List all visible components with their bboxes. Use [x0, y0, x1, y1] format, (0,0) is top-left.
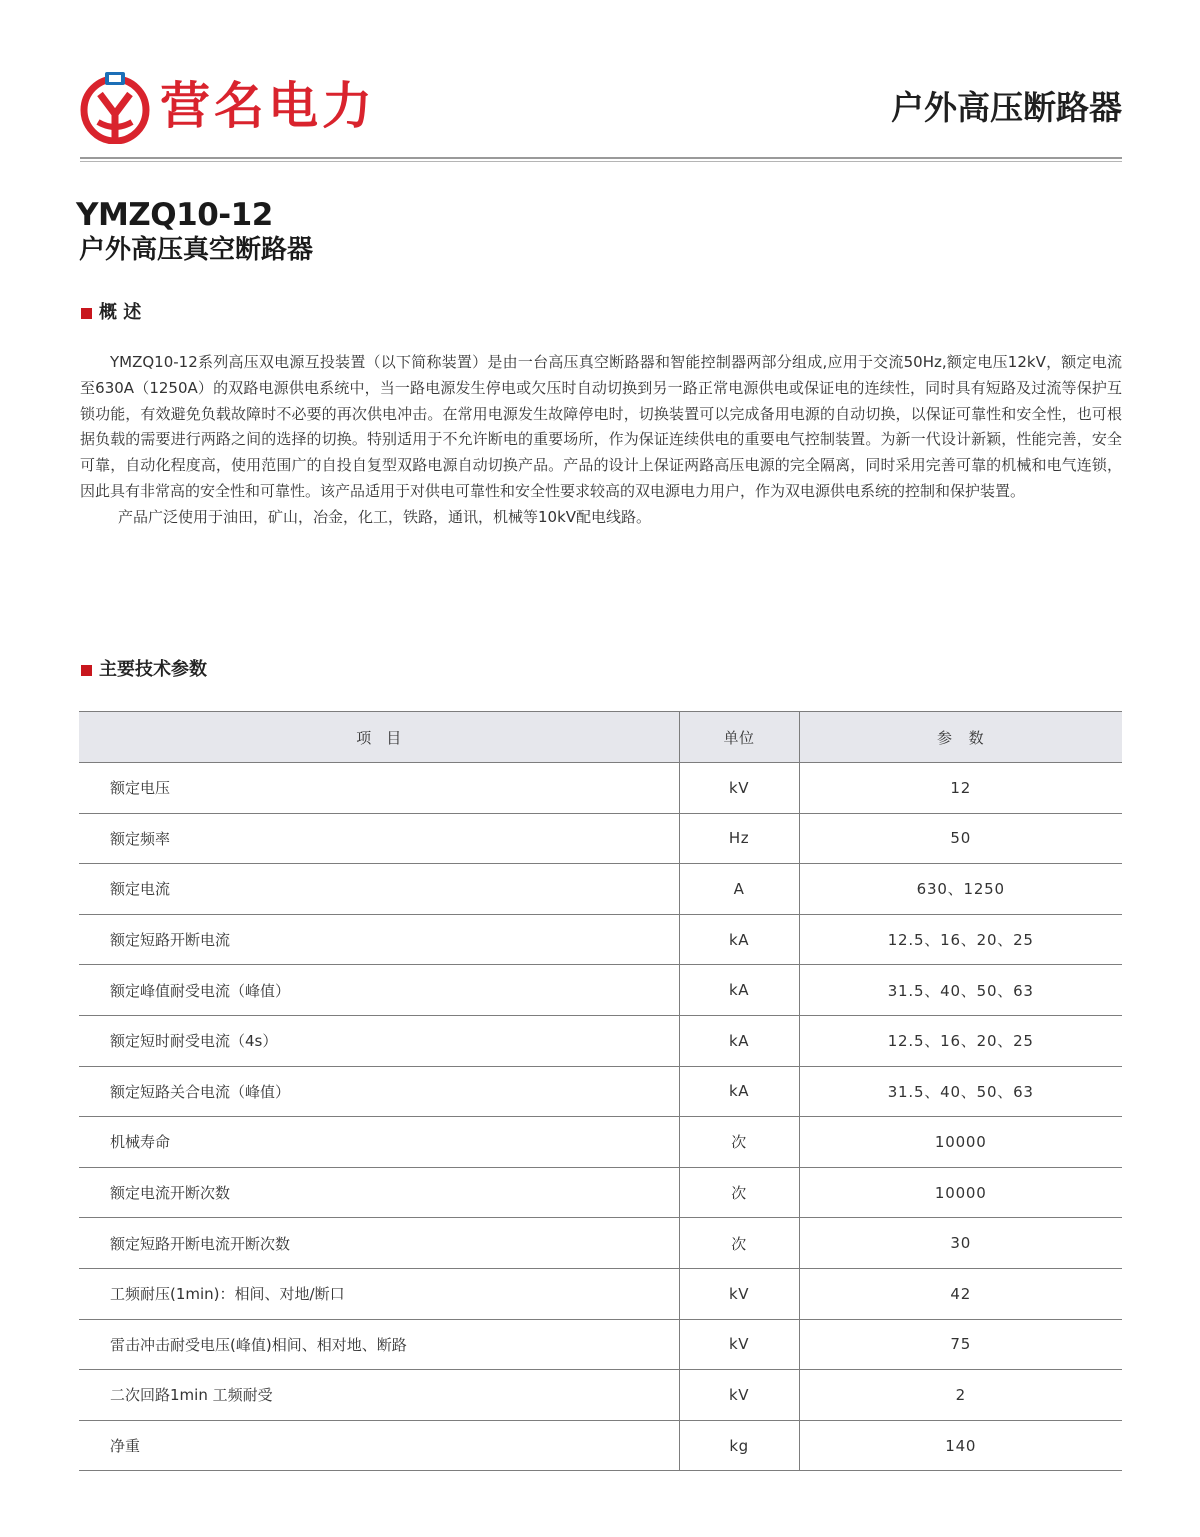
table-row [79, 1420, 1122, 1471]
row-unit: kV [679, 1268, 799, 1319]
row-item: 额定短路开断电流开断次数 [79, 1218, 679, 1269]
company-logo-icon [78, 70, 152, 144]
overview-heading-label: 概 述 [99, 302, 142, 323]
spec-table [79, 711, 1122, 1471]
brand-name: 营名电力 [160, 76, 376, 135]
table-row [79, 1218, 1122, 1269]
row-item: 二次回路1min 工频耐受 [79, 1370, 679, 1421]
column-header-value: 参 数 [799, 712, 1122, 763]
row-unit: 次 [679, 1117, 799, 1168]
column-header-unit: 单位 [679, 712, 799, 763]
header-divider-thin [80, 161, 1122, 162]
row-item: 额定峰值耐受电流（峰值） [79, 965, 679, 1016]
row-value: 12 [799, 763, 1122, 814]
row-value: 12.5、16、20、25 [799, 1015, 1122, 1066]
red-square-icon [81, 308, 92, 319]
row-unit: kV [679, 1319, 799, 1370]
params-heading-label: 主要技术参数 [99, 659, 207, 680]
table-row [79, 1117, 1122, 1168]
overview-heading [81, 300, 141, 326]
row-value: 31.5、40、50、63 [799, 965, 1122, 1016]
row-unit: kA [679, 914, 799, 965]
row-value: 140 [799, 1420, 1122, 1471]
row-unit: kA [679, 1066, 799, 1117]
product-name: 户外高压真空断路器 [79, 235, 314, 265]
row-value: 42 [799, 1268, 1122, 1319]
product-model: YMZQ10-12 [76, 197, 273, 233]
row-item: 雷击冲击耐受电压(峰值)相间、相对地、断路 [79, 1319, 679, 1370]
row-value: 10000 [799, 1167, 1122, 1218]
table-row [79, 965, 1122, 1016]
table-row [79, 864, 1122, 915]
row-unit: 次 [679, 1167, 799, 1218]
row-item: 额定电流 [79, 864, 679, 915]
row-item: 额定短路开断电流 [79, 914, 679, 965]
table-header-row [79, 712, 1122, 763]
params-heading [81, 657, 207, 683]
table-row [79, 763, 1122, 814]
row-unit: 次 [679, 1218, 799, 1269]
header-divider [80, 157, 1122, 159]
row-item: 额定短路关合电流（峰值） [79, 1066, 679, 1117]
row-value: 12.5、16、20、25 [799, 914, 1122, 965]
column-header-item: 项 目 [79, 712, 679, 763]
table-row [79, 1015, 1122, 1066]
table-row [79, 1268, 1122, 1319]
red-square-icon [81, 665, 92, 676]
row-value: 75 [799, 1319, 1122, 1370]
row-item: 机械寿命 [79, 1117, 679, 1168]
row-item: 额定电压 [79, 763, 679, 814]
table-row [79, 1319, 1122, 1370]
table-row [79, 813, 1122, 864]
row-value: 31.5、40、50、63 [799, 1066, 1122, 1117]
row-value: 30 [799, 1218, 1122, 1269]
table-row [79, 914, 1122, 965]
row-unit: kV [679, 1370, 799, 1421]
overview-paragraph: YMZQ10-12系列高压双电源互投装置（以下简称装置）是由一台高压真空断路器和智能控制器两部分组成,应用于交流50Hz,额定电压12kV，额定电流至630A（1250A）的双路电源供电系统中，当一路电源发生停电或欠压时自动切换到另一路正常电源供电或保证电的连续性，同时具有短路及过流等保护互锁功能，有效避免负载故障时不必要的再次供电冲击。在常用电源发生故障停电时，切换装置可以完成备用电源的自动切换，以保证可靠性和安全性，也可根据负载的需要进行两路之间的选择的切换。特别适用于不允许断电的重要场所，作为保证连续供电的重要电气控制装置。为新一代设计新颖，性能完善，安全可靠，自动化程度高，使用范围广的自投自复型双路电源自动切换产品。产品的设计上保证两路高压电源的完全隔离，同时采用完善可靠的机械和电气连锁，因此具有非常高的安全性和可靠性。该产品适用于对供电可靠性和安全性要求较高的双电源电力用户，作为双电源供电系统的控制和保护装置。 [80, 353, 1122, 500]
row-unit: kA [679, 965, 799, 1016]
overview-text [80, 350, 1122, 531]
row-item: 工频耐压(1min)：相间、对地/断口 [79, 1268, 679, 1319]
row-value: 2 [799, 1370, 1122, 1421]
row-unit: A [679, 864, 799, 915]
overview-paragraph: 产品广泛使用于油田，矿山，冶金，化工，铁路，通讯，机械等10kV配电线路。 [118, 507, 652, 526]
row-value: 10000 [799, 1117, 1122, 1168]
row-value: 630、1250 [799, 864, 1122, 915]
row-unit: Hz [679, 813, 799, 864]
row-unit: kg [679, 1420, 799, 1471]
row-unit: kV [679, 763, 799, 814]
table-row [79, 1066, 1122, 1117]
header-title: 户外高压断路器 [891, 88, 1122, 127]
row-unit: kA [679, 1015, 799, 1066]
row-value: 50 [799, 813, 1122, 864]
table-row [79, 1370, 1122, 1421]
row-item: 额定频率 [79, 813, 679, 864]
table-row [79, 1167, 1122, 1218]
row-item: 额定电流开断次数 [79, 1167, 679, 1218]
row-item: 额定短时耐受电流（4s） [79, 1015, 679, 1066]
row-item: 净重 [79, 1420, 679, 1471]
